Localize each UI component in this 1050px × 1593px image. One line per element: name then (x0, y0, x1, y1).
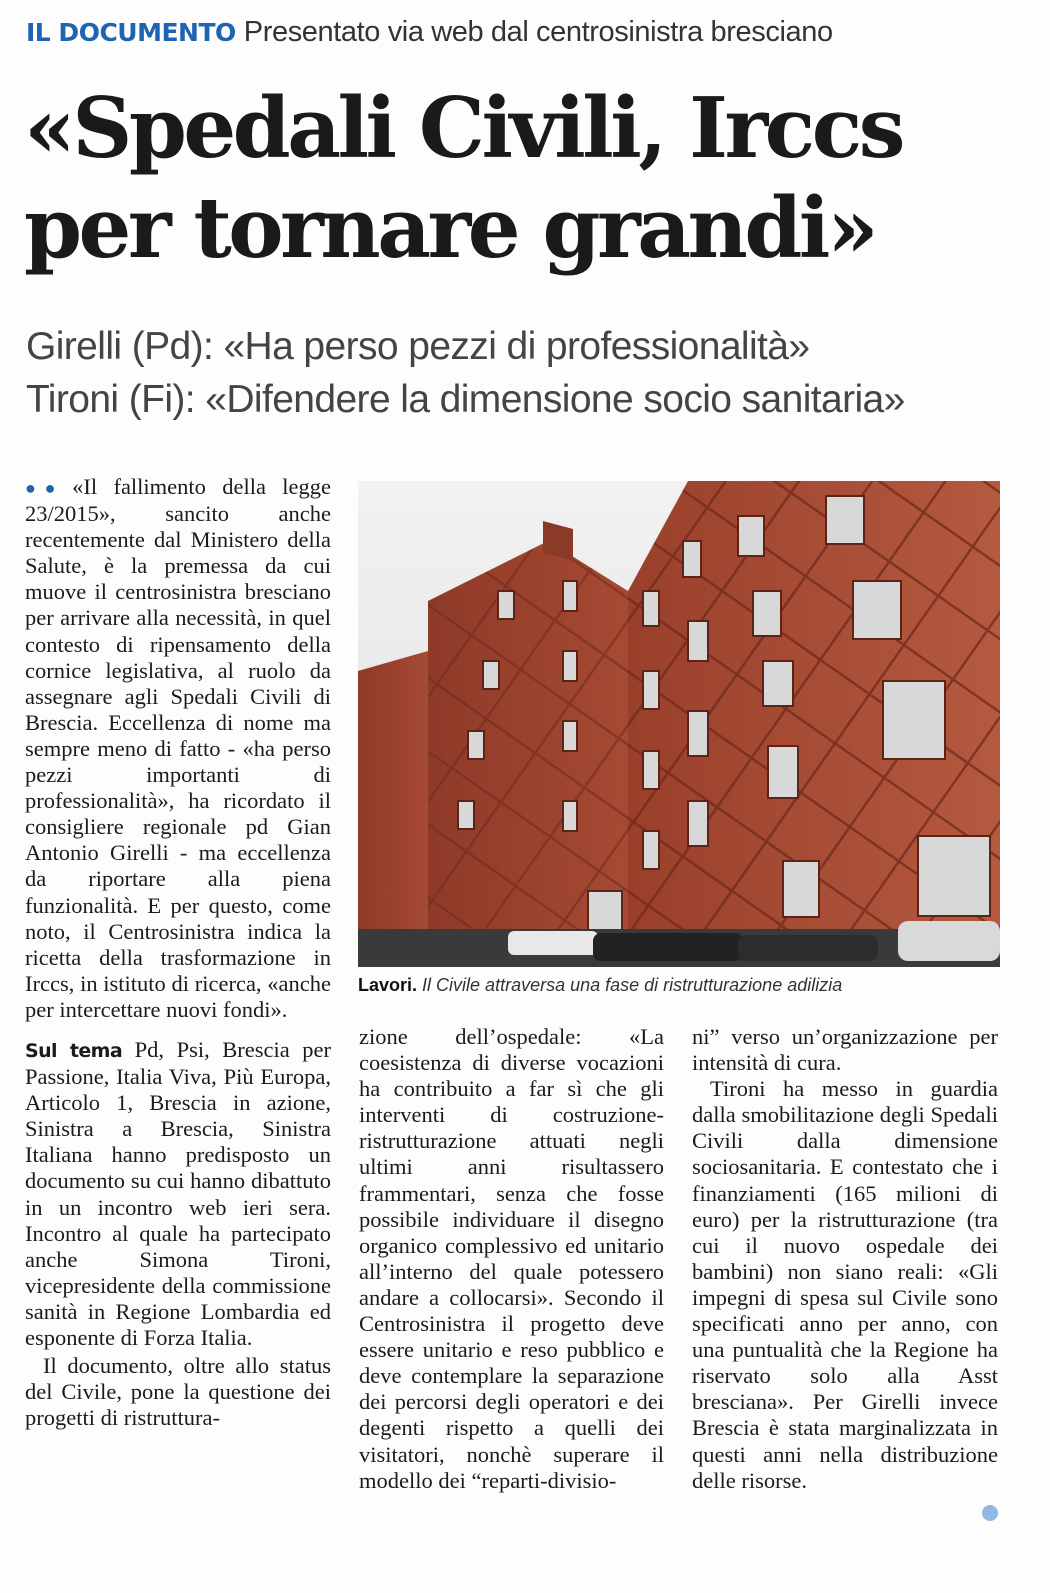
caption-label: Lavori. (358, 975, 418, 995)
caption-text: Il Civile attraversa una fase di ristrutturazione adilizia (422, 975, 843, 995)
headline-line-1: «Spedali Civili, Irccs (24, 79, 902, 177)
kicker-text: Presentato via web dal centrosinistra bresciano (243, 16, 833, 48)
article-column-3 (692, 1024, 998, 1494)
section-tag: IL DOCUMENTO (26, 18, 236, 47)
headline (24, 78, 1034, 278)
photo-caption (358, 975, 1000, 996)
article-paragraph: ni” verso un’organizzazione per intensità di cura. (692, 1024, 998, 1076)
article-paragraph: Tironi ha messo in guardia dalla smobilitazione degli Spedali Civili dalla dimensione sociosanitaria. E contestato che i finanziamenti (165 milioni di euro) per la ristrutturazione (tra cui il nuovo ospedale dei bambini) non siano reali: «Gli impegni di spesa sul Civile sono specificati anno per anno, con una puntualità che la Regione ha riservato solo alla Asst bresciana». Per Girelli invece Brescia è stata marginalizzata in questi anni nella distribuzione delle risorse. (692, 1076, 998, 1493)
article-paragraph: «Il fallimento della legge 23/2015», sancito anche recentemente dal Ministero della Salute, è la premessa da cui muove il centrosinistra bresciano per arrivare alla necessità, in quel contesto di ripensamento della cornice legislativa, al ruolo da assegnare agli Spedali Civili di Brescia. Eccellenza di nome ma sempre meno di fatto - «ha perso pezzi importanti di professionalità», ha ricordato il consigliere regionale pd Gian Antonio Girelli - ma eccellenza da riportare alla piena funzionalità. E per questo, come noto, il Centrosinistra indica la ricetta della trasformazione in Irccs, in istituto di ricerca, «anche per intercettare nuovi fondi». (25, 474, 332, 1022)
subheadline-line-1: Girelli (Pd): «Ha perso pezzi di professionalità» (26, 325, 810, 368)
bullet-dots-icon: ●● (25, 478, 65, 498)
article-paragraph: zione dell’ospedale: «La coesistenza di diverse vocazioni ha contribuito a far sì che gli interventi di costruzione-ristrutturazione attuati negli ultimi anni risultassero frammentari, senza che fosse possibile individuare il disegno organico complessivo ed unitario all’interno del quale potessero andare a collocarsi». Secondo il Centrosinistra il progetto deve essere unitario e reso pubblico e deve contemplare la separazione dei percorsi degli operatori e dei degenti rispetto a quelli dei visitatori, nonchè superare il modello dei “reparti-divisio- (359, 1024, 664, 1493)
kicker (26, 12, 1036, 57)
subheadline-line-2: Tironi (Fi): «Difendere la dimensione socio sanitaria» (26, 378, 905, 421)
subheadline (26, 320, 1036, 426)
building-photo (358, 481, 1000, 967)
article-column-1 (25, 474, 331, 1431)
lead-in-label: Sul tema (25, 1039, 123, 1062)
end-mark-icon (982, 1505, 998, 1521)
article-paragraph: Il documento, oltre allo status del Civile, pone la questione dei progetti di ristruttura- (25, 1353, 331, 1431)
article-column-2 (359, 1024, 664, 1494)
article-paragraph: Pd, Psi, Brescia per Passione, Italia Viva, Più Europa, Articolo 1, Brescia in azione, Sinistra a Brescia, Sinistra Italiana hanno predisposto un documento su cui hanno dibattuto in un incontro web ieri sera. Incontro al quale ha partecipato anche Simona Tironi, vicepresidente della commissione sanità in Regione Lombardia ed esponente di Forza Italia. (25, 1036, 332, 1350)
headline-line-2: per tornare grandi» (24, 179, 876, 277)
